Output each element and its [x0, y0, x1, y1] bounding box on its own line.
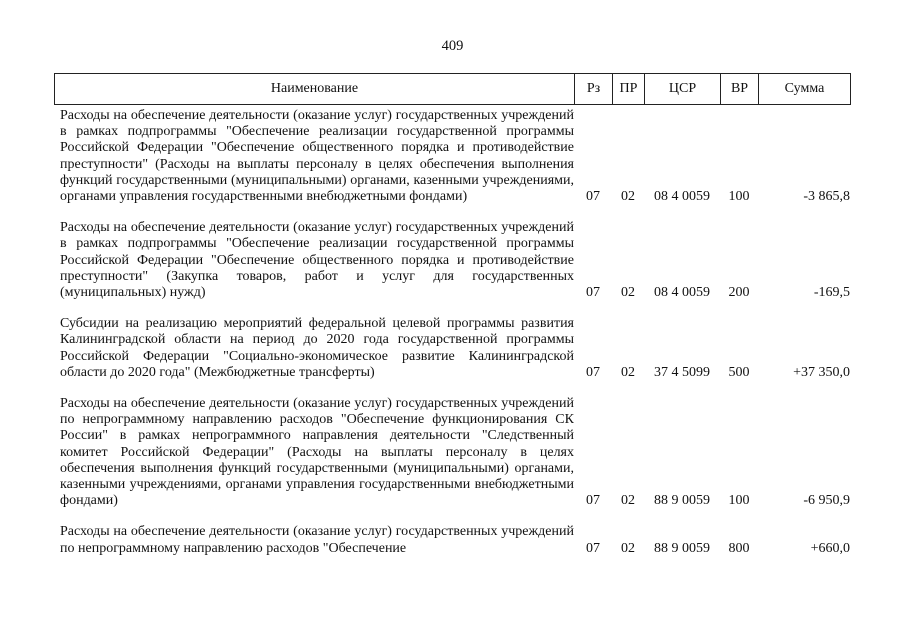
row-vr: 100 [728, 189, 750, 205]
row-csr: 37 4 5099 [654, 364, 710, 380]
table-row [54, 396, 850, 509]
row-csr: 88 9 0059 [654, 493, 710, 509]
row-vr: 800 [728, 540, 750, 556]
row-sum: +660,0 [810, 540, 850, 556]
row-vr: 100 [728, 493, 750, 509]
row-csr: 88 9 0059 [654, 540, 710, 556]
header-name: Наименование [55, 74, 575, 105]
table-row [54, 316, 850, 381]
row-rz: 07 [586, 540, 600, 556]
table-row [54, 220, 850, 301]
row-vr: 200 [728, 285, 750, 301]
row-rz: 07 [586, 364, 600, 380]
row-pr: 02 [621, 189, 635, 205]
row-name: Расходы на обеспечение деятельности (оказание услуг) государственных учреждений в рамках подпрограммы "Обеспечение реализации государственной программы Российской Федерации "Обеспечение общественного порядка и противодействие преступности" (Закупка товаров, работ и услуг для государственных (муниципальных) нужд) [60, 220, 574, 301]
row-name: Расходы на обеспечение деятельности (оказание услуг) государственных учреждений в рамках подпрограммы "Обеспечение реализации государственной программы Российской Федерации "Обеспечение общественного порядка и противодействие преступности" (Расходы на выплаты персоналу в целях обеспечения выполнения функций государственными (муниципальными) органами, казенными учреждениями, органами управления государственными внебюджетными фондами) [60, 108, 574, 205]
table-header [54, 73, 851, 105]
row-sum: -6 950,9 [803, 493, 850, 509]
table-row [54, 108, 850, 205]
row-rz: 07 [586, 285, 600, 301]
header-sum: Сумма [759, 74, 851, 105]
row-pr: 02 [621, 285, 635, 301]
header-csr: ЦСР [645, 74, 721, 105]
row-name: Расходы на обеспечение деятельности (оказание услуг) государственных учреждений по непрограммному направлению расходов "Обеспечение функционирования СК России" в рамках непрограммного направления деятельности "Следственный комитет Российской Федерации" (Расходы на выплаты персоналу в целях обеспечения выполнения функций государственными (муниципальными) органами, казенными учреждениями, органами управления государственными внебюджетными фондами) [60, 396, 574, 509]
row-sum: +37 350,0 [793, 364, 850, 380]
header-rz: Рз [575, 74, 613, 105]
row-sum: -3 865,8 [803, 189, 850, 205]
row-rz: 07 [586, 189, 600, 205]
header-pr: ПР [613, 74, 645, 105]
row-name: Субсидии на реализацию мероприятий федеральной целевой программы развития Калининградской области на период до 2020 года государственной программы Российской Федерации "Социально-экономическое развитие Калининградской области до 2020 года" (Межбюджетные трансферты) [60, 316, 574, 380]
row-vr: 500 [728, 364, 750, 380]
row-csr: 08 4 0059 [654, 285, 710, 301]
row-name: Расходы на обеспечение деятельности (оказание услуг) государственных учреждений по непрограммному направлению расходов "Обеспечение [60, 524, 574, 556]
table-row [54, 524, 850, 556]
header-vr: ВР [721, 74, 759, 105]
row-pr: 02 [621, 493, 635, 509]
row-pr: 02 [621, 364, 635, 380]
row-sum: -169,5 [813, 285, 850, 301]
page-number: 409 [441, 38, 464, 54]
row-rz: 07 [586, 493, 600, 509]
row-pr: 02 [621, 540, 635, 556]
table-body [54, 108, 850, 572]
row-csr: 08 4 0059 [654, 189, 710, 205]
